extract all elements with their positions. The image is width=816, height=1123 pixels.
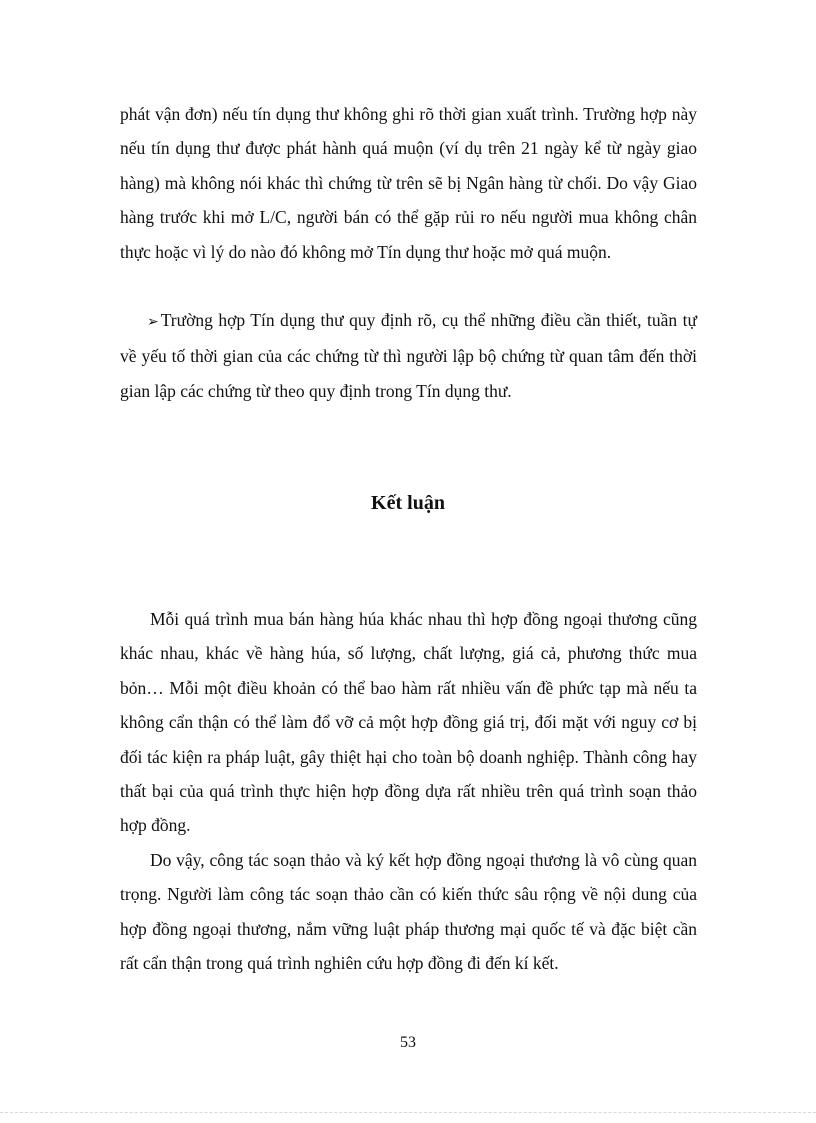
arrowhead-bullet-icon: ➢ — [147, 314, 159, 330]
page-number: 53 — [400, 1034, 416, 1051]
page-bottom-divider — [0, 1112, 816, 1113]
bullet-paragraph — [120, 303, 697, 408]
conclusion-heading: Kết luận — [371, 492, 445, 514]
bullet-paragraph-text: Trường hợp Tín dụng thư quy định rõ, cụ thể những điều cần thiết, tuần tự về yếu tố thời gian của các chứng từ thì người lập bộ chứng từ quan tâm đến thời gian lập các chứng từ theo quy định trong Tín dụng thư. — [120, 310, 697, 401]
continuation-paragraph: phát vận đơn) nếu tín dụng thư không ghi rõ thời gian xuất trình. Trường hợp này nếu tín dụng thư được phát hành quá muộn (ví dụ trên 21 ngày kể từ ngày giao hàng) mà không nói khác thì chứng từ trên sẽ bị Ngân hàng từ chối. Do vậy Giao hàng trước khi mở L/C, người bán có thể gặp rủi ro nếu người mua không chân thực hoặc vì lý do nào đó không mở Tín dụng thư hoặc mở quá muộn. — [120, 104, 697, 262]
conclusion-paragraph-2: Do vậy, công tác soạn thảo và ký kết hợp đồng ngoại thương là vô cùng quan trọng. Người làm công tác soạn thảo cần có kiến thức sâu rộng về nội dung của hợp đồng ngoại thương, nắm vững luật pháp thương mại quốc tế và đặc biệt cần rất cẩn thận trong quá trình nghiên cứu hợp đồng đi đến kí kết. — [120, 850, 697, 974]
conclusion-paragraph-1: Mỗi quá trình mua bán hàng húa khác nhau thì hợp đồng ngoại thương cũng khác nhau, khác về hàng húa, số lượng, chất lượng, giá cả, phương thức mua bỏn… Mỗi một điều khoản có thể bao hàm rất nhiều vấn đề phức tạp mà nếu ta không cẩn thận có thể làm đổ vỡ cả một hợp đồng giá trị, đối mặt với nguy cơ bị đối tác kiện ra pháp luật, gây thiệt hại cho toàn bộ doanh nghiệp. Thành công hay thất bại của quá trình thực hiện hợp đồng dựa rất nhiều trên quá trình soạn thảo hợp đồng. — [120, 609, 697, 836]
